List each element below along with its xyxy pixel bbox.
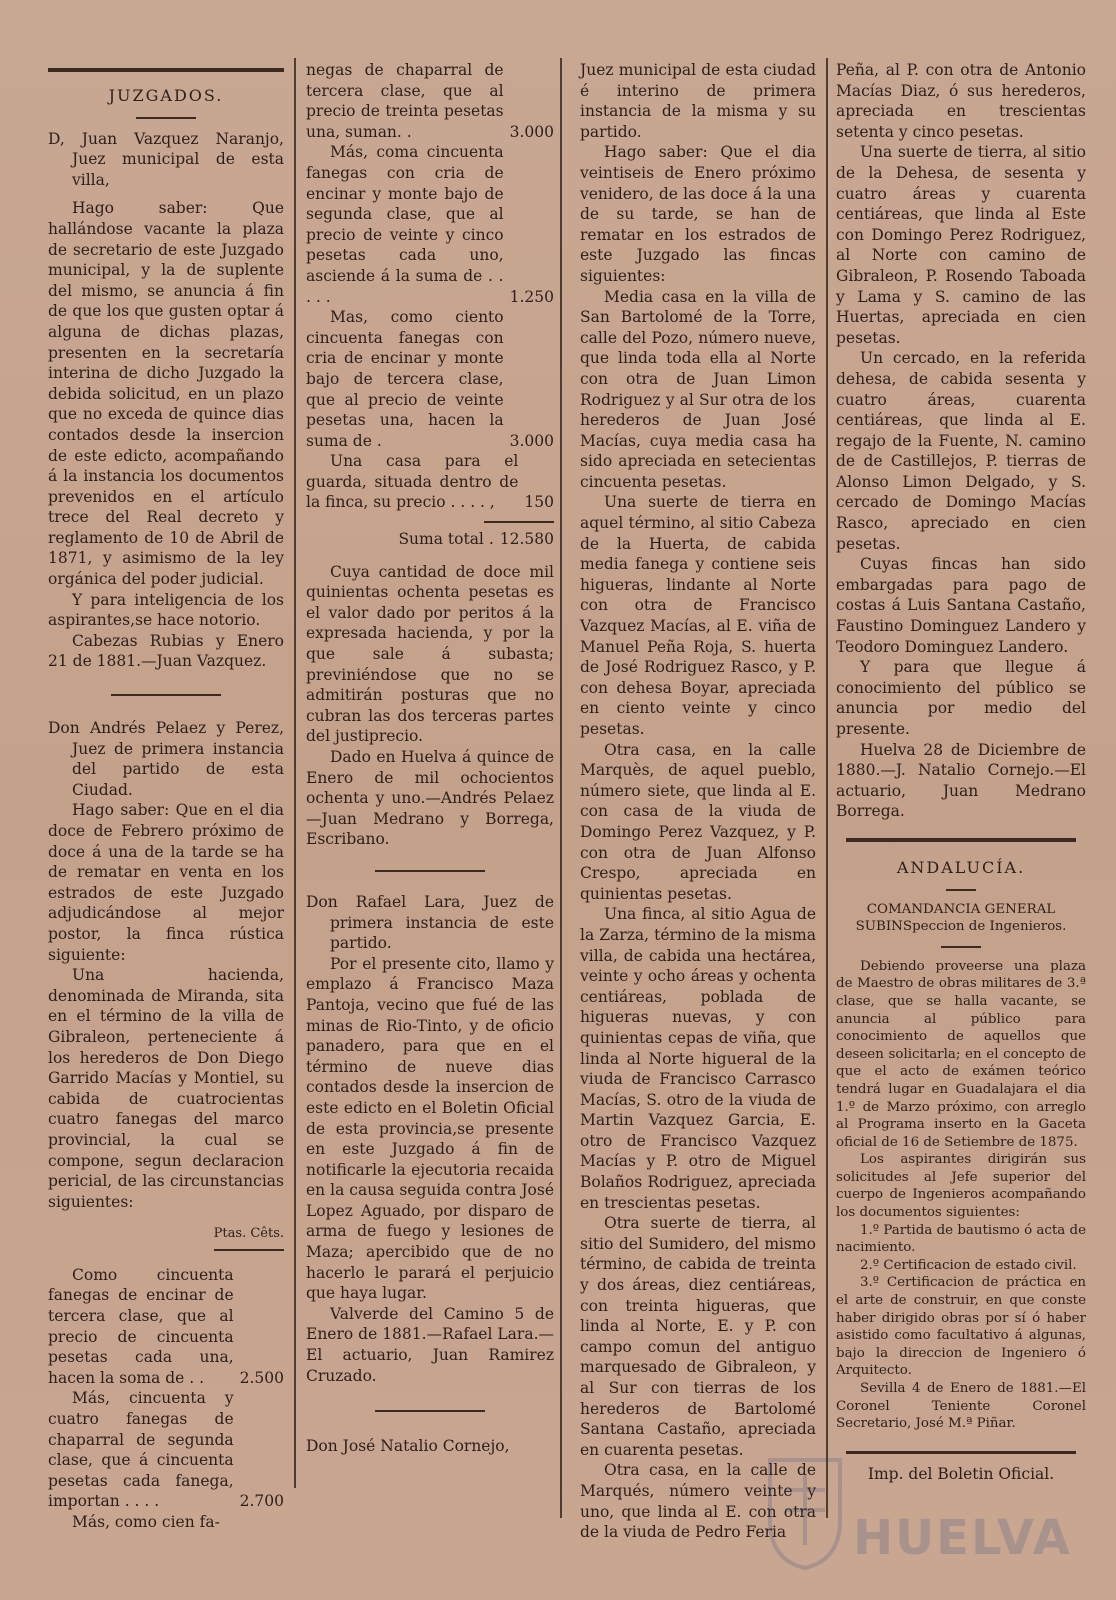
item-amount: 3.000	[509, 431, 554, 450]
separator-rule	[375, 1410, 485, 1412]
edict2-intro: Don Andrés Pelaez y Perez, Juez de primera instancia del partido de esta Ciudad.	[48, 719, 284, 799]
section-heading-andalucia: ANDALUCÍA.	[896, 857, 1026, 877]
sum-amount: 12.580	[499, 530, 554, 549]
price-item	[306, 307, 554, 451]
notice-paragraph: Debiendo proveerse una plaza de Maestro de obras militares de 3.ª clase, que se halla vacante, se anuncia al público para conocimiento de aquellos que deseen solicitarla; en el concepto de que el acto de exámen teórico tendrá lugar en Guadalajara el dia 1.º de Marzo próximo, con arreglo al Programa inserto en la Gaceta oficial de 16 de Setiembre de 1875.	[836, 958, 1086, 1150]
column-1	[48, 60, 284, 1533]
item-text: Una casa para el guarda, situada dentro de la finca, su precio . . . . ,	[306, 452, 519, 512]
price-item	[306, 142, 554, 307]
edict2-body: Hago saber: Que en el dia doce de Febrero próximo de doce á una de la tarde se ha de rematar en venta en los estrados de este Juzgado adjudicándose al mejor postor, la finca rústica siguiente:	[48, 801, 284, 964]
edict1-p2: Y para inteligencia de los aspirantes,se hace notorio.	[48, 590, 284, 630]
ptas-header: Ptas. Cêts.	[213, 1226, 284, 1242]
price-item	[306, 451, 554, 513]
paragraph: Otra casa, en la calle de Marqués, número veinte y uno, que linda al E. con otra de la viuda de Pedro Feria	[580, 1461, 816, 1542]
paragraph: Media casa en la villa de San Bartolomé de la Torre, calle del Pozo, número nueve, que linda toda ella al Norte con otra de Juan Limon Rodriguez y al Sur otra de los herederos de Juan José Macías, cuya media casa ha sido apreciada en setecientas cincuenta pesetas.	[580, 287, 816, 491]
paragraph: Peña, al P. con otra de Antonio Macías Diaz, ó sus herederos, apreciada en trescientas setenta y cinco pesetas.	[836, 61, 1086, 141]
edict1-intro: D, Juan Vazquez Naranjo, Juez municipal de esta villa,	[48, 129, 284, 189]
item-text: negas de chaparral de tercera clase, que al precio de treinta pesetas una, suman. .	[306, 61, 504, 141]
sum-rule	[484, 521, 554, 523]
top-rule	[48, 68, 284, 72]
ptas-rule	[214, 1249, 284, 1251]
column-divider	[826, 58, 828, 1518]
paragraph: Cuyas fincas han sido embargadas para pago de costas á Luis Santana Castaño, Faustino Dominguez Landero y Teodoro Dominguez Landero.	[836, 555, 1086, 656]
item-amount: 2.700	[239, 1492, 284, 1511]
column-4	[836, 60, 1086, 1484]
column-divider	[294, 58, 296, 1488]
notice-paragraph: Sevilla 4 de Enero de 1881.—El Coronel Teniente Coronel Secretario, José M.ª Piñar.	[836, 1381, 1086, 1432]
edict3-intro: Don Rafael Lara, Juez de primera instancia de este partido.	[306, 892, 554, 953]
notice-paragraph: 2.º Certificacion de estado civil.	[860, 1257, 1077, 1273]
paragraph: Una suerte de tierra, al sitio de la Dehesa, de sesenta y cuatro áreas y cuarenta centiáreas, que linda al Este con Domingo Perez Rodriguez, al Norte con camino de Gibraleon, P. Rosendo Taboada y Lama y S. camino de las Huertas, apreciada en cien pesetas.	[836, 143, 1086, 347]
library-watermark	[765, 1450, 1072, 1590]
heading-rule	[136, 117, 196, 119]
sum-total	[306, 529, 554, 550]
paragraph: Otra casa, en la calle Marquès, de aquel pueblo, número siete, que linda al E. con casa de la viuda de Domingo Perez Vazquez, y P. con otra de Juan Alfonso Crespo, apreciada en quinientas pesetas.	[580, 740, 816, 903]
item-text: Mas, como ciento cincuenta fanegas con cria de encinar y monte bajo de tercera clase, que al precio de veinte pesetas una, hacen la suma de .	[306, 308, 504, 450]
price-item	[306, 60, 554, 142]
item-amount: 1.250	[509, 287, 554, 306]
paragraph: Juez municipal de esta ciudad é interino de primera instancia de la misma y su partido.	[580, 61, 816, 141]
edict1-body: Hago saber: Que hallándose vacante la plaza de secretario de este Juzgado municipal, y la de suplente del mismo, se anuncia á fin de que los que gusten optar á alguna de dichas plazas, presenten en la secretaría interina de dicho Juzgado la debida solicitud, en un plazo que no exceda de quince dias contados desde la insercion de este edicto, acompañando á la instancia los documentos prevenidos en el artículo trece del Real decreto y reglamento de 10 de Abril de 1871, y asimismo de la ley orgánica del poder judicial.	[48, 199, 284, 589]
edict2-body2: Una hacienda, denominada de Miranda, sita en el término de la villa de Gibraleon, perteneciente á los herederos de Don Diego Garrido Macías y Montiel, su cabida de cuatrocientas cuatro fanegas del marco provincial, la cual se compone, segun declaracion pericial, de las circunstancias siguientes:	[48, 966, 284, 1211]
paragraph: Otra suerte de tierra, al sitio del Sumidero, del mismo término, de cabida de treinta y dos áreas, diez centiáreas, con treinta higueras, que linda al Norte, E. y P. con campo comun del antiguo marquesado de Gibraleon, y al Sur con tierras de los herederos de Bartolomé Santana Castaño, apreciada en cuarenta pesetas.	[580, 1214, 816, 1459]
notice-paragraph: 1.º Partida de bautismo ó acta de nacimiento.	[836, 1222, 1086, 1256]
paragraph: Hago saber: Que el dia veintiseis de Enero próximo venidero, de las doce á la una de su tarde, se han de rematar en los estrados de este Juzgado las fincas siguientes:	[580, 143, 816, 285]
subheading: COMANDANCIA GENERAL SUBINSpeccion de Ingenieros.	[855, 901, 1067, 935]
notice-paragraph: Los aspirantes dirigirán sus solicitudes al Jefe superior del cuerpo de Ingenieros acompañando los documentos siguientes:	[836, 1152, 1086, 1221]
paragraph: Un cercado, en la referida dehesa, de cabida sesenta y cuatro áreas, cuarenta centiáreas, que linda al E. regajo de la Fuente, N. camino de de Castillejos, P. tierras de Alonso Limon Delgado, y S. cercado de Domingo Macías Rasco, apreciado en cien pesetas.	[836, 349, 1086, 553]
separator-rule	[111, 694, 221, 696]
column-2	[306, 60, 554, 1457]
paragraph: Huelva 28 de Diciembre de 1880.—J. Natalio Cornejo.—El actuario, Juan Medrano Borrega.	[836, 740, 1086, 821]
price-item	[48, 1265, 284, 1389]
heading-rule	[941, 946, 981, 948]
paragraph: Dado en Huelva á quince de Enero de mil ochocientos ochenta y uno.—Andrés Pelaez —Juan Medrano y Borrega, Escribano.	[306, 748, 554, 849]
edict3-p2: Valverde del Camino 5 de Enero de 1881.—Rafael Lara.—El actuario, Juan Ramirez Cruzado.	[306, 1304, 554, 1385]
edict1-p3: Cabezas Rubias y Enero 21 de 1881.—Juan Vazquez.	[48, 631, 284, 671]
item-amount: 150	[524, 493, 554, 512]
item-amount: 2.500	[239, 1368, 284, 1387]
paragraph: Cuya cantidad de doce mil quinientas ochenta pesetas es el valor dado por peritos á la expresada hacienda, y por la que sale á subasta; previniéndose que no se admitirán posturas que no cubran las dos terceras partes del justiprecio.	[306, 562, 554, 746]
heading-rule	[946, 889, 976, 891]
item-text: Más, cincuenta y cuatro fanegas de chaparral de segunda clase, que á cincuenta pesetas cada fanega, importan . . . .	[48, 1389, 234, 1511]
item-text: Como cincuenta fanegas de encinar de tercera clase, que al precio de cincuenta pesetas cada una, hacen la soma de . .	[48, 1265, 234, 1387]
item-text: Más, como cien fa-	[72, 1513, 220, 1531]
shield-icon	[765, 1450, 845, 1570]
price-item	[48, 1388, 284, 1512]
paragraph: Una suerte de tierra en aquel término, al sitio Cabeza de la Huerta, de cabida media fanega y contiene seis higueras, lindante al Norte con otra de Francisco Vazquez Macías, al E. viña de Manuel Peña Roja, S. huerta de José Rodriguez Rasco, y P. con dehesa Boyar, apreciada en ciento veinte y cinco pesetas.	[580, 493, 816, 738]
column-3	[580, 60, 816, 1543]
separator-rule	[375, 870, 485, 872]
edict3-body: Por el presente cito, llamo y emplazo á Francisco Maza Pantoja, vecino que fué de las minas de Rio-Tinto, y de oficio panadero, para que en el término de nueve dias contados desde la insercion de este edicto en el Boletin Oficial de esta provincia,se presente en este Juzgado á fin de notificarle la ejecutoria recaida en la causa seguida contra José Lopez Aguado, por disparo de arma de fuego y lesiones de Maza; apercibido que de no hacerlo le parará el perjuicio que haya lugar.	[306, 954, 554, 1303]
sum-label: Suma total .	[398, 530, 494, 549]
section-heading: JUZGADOS.	[108, 86, 224, 105]
watermark-text: HUELVA	[853, 1510, 1072, 1566]
item-amount: 3.000	[509, 122, 554, 141]
notice-paragraph: 3.º Certificacion de práctica en el arte de construir, en que conste haber dirigido obras por sí ó haber asistido como facultativo á algunas, bajo la direccion de Ingeniero ó Arquitecto.	[836, 1275, 1086, 1379]
column-divider	[560, 58, 562, 1518]
edict4-intro: Don José Natalio Cornejo,	[306, 1437, 510, 1456]
item-text: Más, coma cincuenta fanegas con cria de encinar y monte bajo de segunda clase, que al precio de veinte y cinco pesetas cada uno, asciende á la suma de . . . . .	[306, 143, 504, 306]
section-rule	[846, 838, 1076, 842]
imprint: Imp. del Boletin Oficial.	[867, 1464, 1055, 1483]
paragraph: Y para que llegue á conocimiento del público se anuncia por medio del presente.	[836, 658, 1086, 738]
paragraph: Una finca, al sitio Agua de la Zarza, término de la misma villa, de cabida una hectárea, veinte y ocho áreas y ochenta centiáreas, poblada de higueras nuevas, y con quinientas cepas de viña, que linda al Norte higueral de la viuda de Francisco Carrasco Macías, S. otro de la viuda de Martin Vazquez Garcia, E. otro de Francisco Vazquez Macías y P. otro de Miguel Bolaños Rodriguez, apreciada en trescientas pesetas.	[580, 905, 816, 1212]
